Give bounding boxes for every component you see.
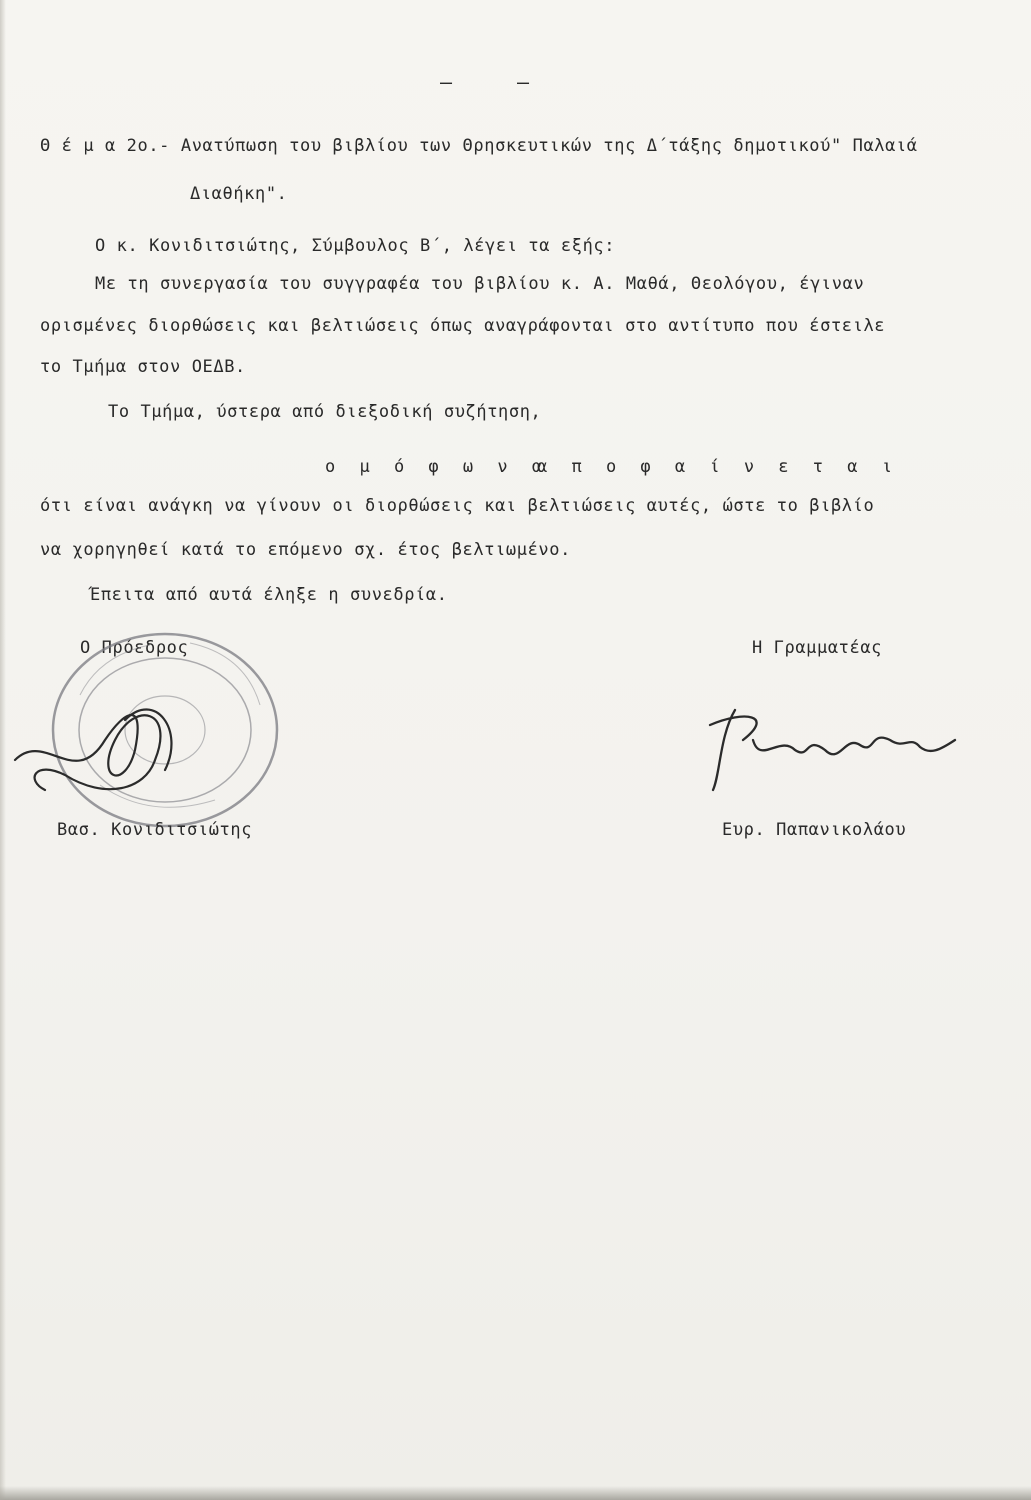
para1-line-3: το Τμήμα στον ΟΕΔΒ. xyxy=(40,357,246,377)
page-bottom-shadow xyxy=(0,1486,1031,1500)
header-dash-left: – xyxy=(440,70,453,94)
theme-line-1: Θ έ μ α 2ο.- Ανατύπωση του βιβλίου των Θρησκευτικών της Δ΄τάξης δημοτικού" Παλαιά xyxy=(40,136,918,156)
secretary-name: Ευρ. Παπανικολάου xyxy=(722,820,907,840)
secretary-title: Η Γραμματέας xyxy=(752,638,883,658)
theme-line-2: Διαθήκη". xyxy=(190,184,288,204)
president-name: Βασ. Κονιδιτσιώτης xyxy=(57,820,253,840)
speaker-line: Ο κ. Κονιδιτσιώτης, Σύμβουλος Β΄, λέγει τα εξής: xyxy=(95,236,616,256)
para2-line-1: Το Τμήμα, ύστερα από διεξοδική συζήτηση, xyxy=(108,402,542,422)
decision-word-unanimously: ο μ ό φ ω ν α xyxy=(325,457,550,477)
header-dash-right: – xyxy=(517,70,530,94)
para1-line-1: Με τη συνεργασία του συγγραφέα του βιβλίου κ. Α. Μαθά, Θεολόγου, έγιναν xyxy=(95,274,865,294)
para3-line-1: ότι είναι ανάγκη να γίνουν οι διορθώσεις και βελτιώσεις αυτές, ώστε το βιβλίο xyxy=(40,496,875,516)
closing-line: Έπειτα από αυτά έληξε η συνεδρία. xyxy=(90,585,448,605)
para3-line-2: να χορηγηθεί κατά το επόμενο σχ. έτος βελτιωμένο. xyxy=(40,540,571,560)
president-title: Ο Πρόεδρος xyxy=(80,638,189,658)
secretary-signature xyxy=(695,695,975,805)
decision-word-decides: α π ο φ α ί ν ε τ α ι xyxy=(537,457,899,477)
para1-line-2: ορισμένες διορθώσεις και βελτιώσεις όπως αναγράφονται στο αντίτυπο που έστειλε xyxy=(40,316,886,336)
president-signature xyxy=(5,680,235,810)
